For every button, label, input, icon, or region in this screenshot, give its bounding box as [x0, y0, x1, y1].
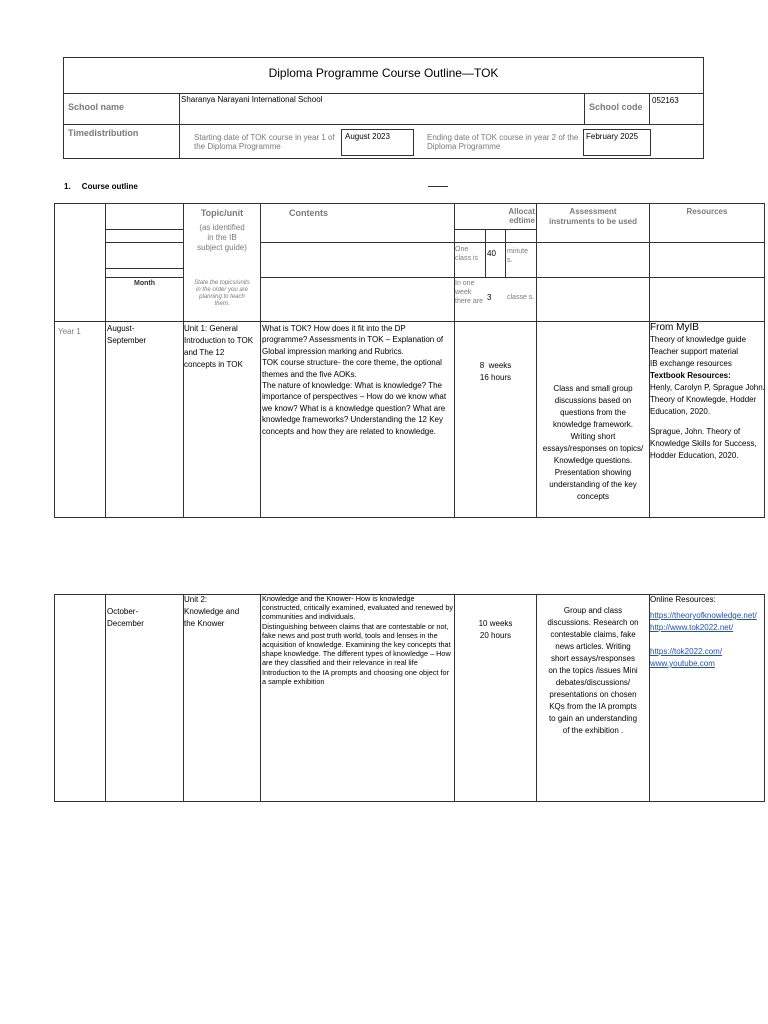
divider [485, 229, 486, 277]
school-code-label: School code [589, 102, 643, 112]
minutes-label: minute s. [507, 248, 529, 264]
allocated-time-header: Allocat edtime [508, 207, 535, 225]
resources-header: Resources [686, 207, 728, 216]
classes-label: classe s. [507, 294, 535, 301]
document-title: Diploma Programme Course Outline—TOK [268, 66, 499, 80]
divider [454, 229, 536, 230]
short-rule [428, 186, 448, 187]
row2-assessment: Group and class discussions. Research on contestable claims, fake news articles. Writing short essays/responses on the topics /issues Mini debates/discussions/ presentations on chosen KQs from the IA prompts to gain an understanding of the exhibition . [547, 606, 639, 735]
row2-time-weeks: 10 weeks [478, 619, 513, 628]
textbook-item: Sprague, John. Theory of Knowledge Skills for Success, Hodder Education, 2020. [650, 427, 757, 460]
divider [179, 93, 180, 159]
online-resources-heading: Online Resources: [650, 595, 716, 604]
divider [105, 594, 106, 802]
row2-contents: Knowledge and the Knower- How is knowledge constructed, critically examined, evaluated and renewed by communities and individuals. Distinguishing between claims that are contestable or not, fake news and post truth world, tools and lenses in the acquisition of knowledge. Examining the key concepts that shape knowledge. The different types of knowledge – How are they classified and their relevance in real life Introduction to the IA prompts and choosing one object for a sample exhibition [262, 594, 454, 686]
row1-resources [650, 322, 765, 462]
divider [536, 203, 537, 518]
divider [63, 93, 704, 94]
myib-heading: From MyIB [650, 322, 699, 333]
resource-item: Theory of knowledge guide [650, 335, 747, 344]
week-label: In one week there are [455, 280, 484, 305]
school-name-label: School name [68, 102, 125, 112]
year-label: Year 1 [58, 327, 81, 336]
divider [260, 242, 765, 243]
row2-unit: Unit 2: Knowledge and the Knower [184, 595, 240, 628]
divider [584, 93, 585, 124]
divider [105, 229, 183, 230]
link-youtube[interactable]: www.youtube.com [650, 659, 715, 668]
section-title: 1. Course outline [64, 182, 138, 191]
link-theoryofknowledge[interactable]: https://theoryofknowledge.net/ [650, 611, 757, 620]
divider [260, 277, 765, 278]
contents-header: Contents [289, 208, 328, 218]
time-distribution-label: Timedistribution [68, 128, 139, 138]
row1-time-weeks: 8 weeks [479, 361, 512, 370]
divider [260, 203, 261, 518]
end-date-value [583, 129, 651, 156]
row1-time-hours: 16 hours [479, 373, 512, 382]
row2-time-hours: 20 hours [479, 631, 512, 640]
row1-contents: What is TOK? How does it fit into the DP programme? Assessments in TOK – Explanation of Global impression marking and Rubrics. TOK course structure- the core theme, the optional themes and the five AOKs. The nature of knowledge: What is knowledge? The importance of perspectives – How do we know what we know? What is a knowledge question? What are knowledge frameworks? Understanding the 12 Key concepts and how they are related to knowledge. [262, 324, 447, 436]
divider [536, 594, 537, 802]
divider [105, 268, 183, 269]
divider [105, 277, 183, 278]
divider [105, 242, 183, 243]
school-name-value: Sharanya Narayani International School [181, 95, 323, 104]
end-date-label: Ending date of TOK course in year 2 of the Diploma Programme [427, 133, 579, 151]
topic-subheader: (as identified in the IB subject guide) [197, 223, 247, 252]
assessment-header: Assessment instruments to be used [548, 207, 637, 226]
textbook-item: Henly, Carolyn P, Sprague John. Theory of Knowlegde, Hodder Education, 2020. [650, 383, 765, 416]
row1-month: August-September [107, 324, 147, 345]
row1-unit: Unit 1: General Introduction to TOK and The 12 concepts in TOK [184, 324, 254, 369]
start-date-label: Starting date of TOK course in year 1 of the Diploma Programme [194, 133, 335, 151]
month-label: Month [134, 280, 155, 287]
divider [63, 124, 704, 125]
divider [105, 203, 106, 518]
resource-item: Teacher support material [650, 347, 739, 356]
row1-assessment: Class and small group discussions based on questions from the knowledge framework. Writing short essays/responses on topics/ Knowledge questions. Presentation showing understanding of the key concepts [542, 384, 644, 501]
textbook-heading: Textbook Resources: [650, 371, 731, 380]
start-date-value [341, 129, 414, 156]
divider [260, 594, 261, 802]
link-tok2022-com[interactable]: https://tok2022.com/ [650, 647, 723, 656]
link-tok2022-net[interactable]: http://www.tok2022.net/ [650, 623, 734, 632]
divider [649, 93, 650, 124]
row2-resources [650, 594, 765, 670]
week-value: 3 [487, 293, 492, 302]
start-date-text: August 2023 [345, 132, 390, 141]
resource-item: IB exchange resources [650, 359, 732, 368]
end-date-text: February 2025 [586, 132, 639, 141]
divider [505, 229, 506, 277]
row2-month: October-December [107, 607, 144, 628]
state-note: State the topics/units in the order you are planning to teach them. [194, 280, 250, 307]
one-class-value: 40 [487, 249, 496, 258]
topic-header: Topic/unit [200, 208, 244, 218]
one-class-label: One class is [455, 246, 478, 262]
school-code-value: 052163 [652, 96, 679, 105]
